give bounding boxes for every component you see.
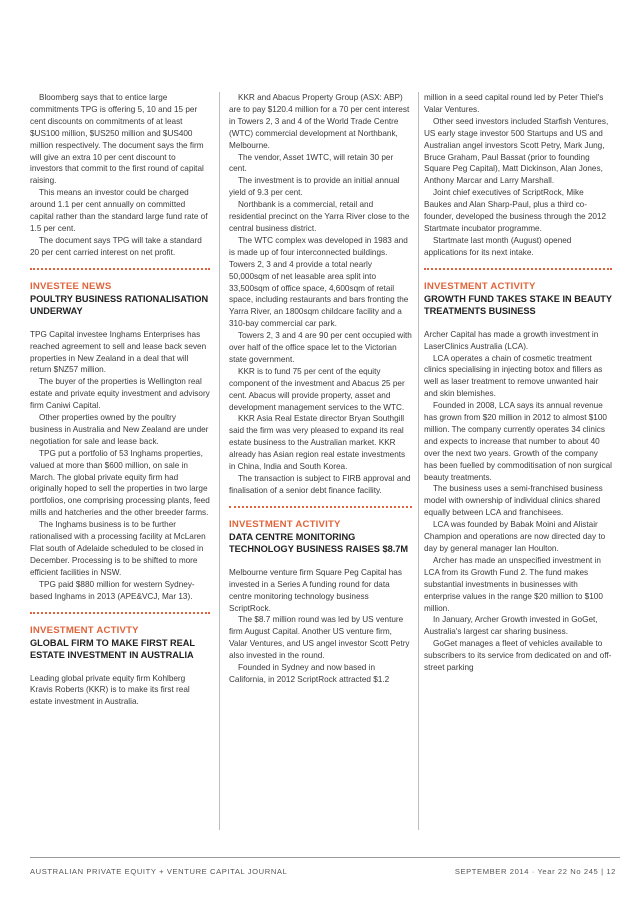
paragraph: This means an investor could be charged around 1.1 per cent annually on committed capital rather than the standard large fund rate of 1.5 per cent.	[30, 188, 208, 233]
section-kicker: INVESTEE NEWS	[30, 280, 112, 292]
paragraph: The Inghams business is to be further rationalised with a processing facility at McLaren Flat south of Adelaide scheduled to be closed in December. Processing is to be shifted to more efficient facilities in NSW.	[30, 520, 206, 577]
paragraph: Founded in Sydney and now based in California, in 2012 ScriptRock attracted $1.2	[229, 663, 390, 684]
paragraph: million in a seed capital round led by Peter Thiel's Valar Ventures.	[424, 93, 604, 114]
section-headline: DATA CENTRE MONITORING TECHNOLOGY BUSINESS RAISES $8.7M	[229, 531, 409, 554]
paragraph: Melbourne venture firm Square Peg Capital has invested in a Series A funding round for data centre monitoring technology business ScriptRock.	[229, 567, 402, 613]
paragraph: Other properties owned by the poultry business in Australia and New Zealand are under negotiation for sale and lease back.	[30, 413, 209, 446]
paragraph: LCA was founded by Babak Moini and Alistair Champion and operations are now directed day to day by general manager Ian Houlton.	[424, 520, 606, 553]
column-rule	[418, 92, 419, 830]
paragraph: Archer Capital has made a growth investment in LaserClinics Australia (LCA).	[424, 329, 599, 351]
section-kicker: INVESTMENT ACTIVITY	[229, 518, 341, 530]
paragraph: The buyer of the properties is Wellington real estate and private equity investment and advisory firm Caniwi Capital.	[30, 377, 210, 411]
paragraph: The investment is to provide an initial annual yield of 9.3 per cent.	[229, 176, 400, 198]
issue-and-page-number: SEPTEMBER 2014 · Year 22 No 245 | 12	[454, 867, 616, 876]
dotted-divider	[229, 506, 412, 508]
journal-name: AUSTRALIAN PRIVATE EQUITY + VENTURE CAPITAL JOURNAL	[30, 867, 288, 876]
paragraph: The WTC complex was developed in 1983 and is made up of four interconnected buildings. Towers 2, 3 and 4 provide a total nearly 50,000sqm of net leasable area split into 33,500sqm of office space, 4,600sqm of retail space, including restaurants and bars fronting the Yarra River, an 1800sqm childcare facility and a 310-bay commercial car park.	[229, 235, 409, 329]
paragraph: Founded in 2008, LCA says its annual revenue has grown from $20 million in 2012 to almost $100 million. The company currently operates 34 clinics and expects to increase that number to about 40 over the next two years. Growth of the company has been fuelled by commoditisation of non surgical beauty treatments.	[424, 401, 612, 482]
paragraph: Northbank is a commercial, retail and residential precinct on the Yarra River close to the central business district.	[229, 200, 410, 233]
dotted-divider	[30, 268, 210, 270]
paragraph: Towers 2, 3 and 4 are 90 per cent occupied with over half of the office space let to the Victorian state government.	[229, 331, 412, 364]
section-kicker: INVESTMENT ACTIVITY	[424, 280, 536, 292]
column-rule	[219, 92, 220, 830]
column-3	[424, 92, 612, 674]
dotted-divider	[30, 612, 210, 614]
paragraph: Archer has made an unspecified investment in LCA from its Growth Fund 2. The fund makes substantial investments in businesses with enterprise values in the range $20 million to $100 million.	[424, 555, 603, 613]
paragraph: KKR and Abacus Property Group (ASX: ABP) are to pay $120.4 million for a 70 per cent interest in Towers 2, 3 and 4 of the World Trade Centre (WTC) commercial development at Northbank, Melbourne.	[229, 93, 410, 150]
paragraph: The transaction is subject to FIRB approval and finalisation of a senior debt finance facility.	[229, 474, 411, 495]
paragraph: Startmate last month (August) opened applications for its next intake.	[424, 235, 572, 257]
column-1	[30, 92, 210, 708]
section-headline: GLOBAL FIRM TO MAKE FIRST REAL ESTATE INVESTMENT IN AUSTRALIA	[30, 637, 195, 660]
section-headline: GROWTH FUND TAKES STAKE IN BEAUTY TREATMENTS BUSINESS	[424, 293, 612, 316]
column-2	[229, 92, 412, 686]
paragraph: TPG put a portfolio of 53 Inghams properties, valued at more than $600 million, on sale in March. The global private equity firm had originally hoped to sell the properties in two large portfolios, one comprising processing plants, feed mills and hatcheries and the other breeder farms.	[30, 448, 210, 518]
paragraph: The document says TPG will take a standard 20 per cent carried interest on net profit.	[30, 235, 202, 257]
paragraph: Bloomberg says that to entice large commitments TPG is offering 5, 10 and 15 per cent discounts on commitments of at least $US100 million, $US250 million and $US400 million respectively. The document says the firm will give an extra 10 per cent discount to investors that commit to the first round of capital raising.	[30, 93, 204, 186]
paragraph: Joint chief executives of ScriptRock, Mike Baukes and Alan Sharp-Paul, plus a third co-founder, developed the business through the 2012 Startmate incubator programme.	[424, 188, 607, 233]
paragraph: TPG Capital investee Inghams Enterprises has reached agreement to sell and lease back seven properties in New Zealand in a deal that will return $NZ57 million.	[30, 329, 207, 375]
paragraph: The vendor, Asset 1WTC, will retain 30 per cent.	[229, 152, 394, 174]
paragraph: LCA operates a chain of cosmetic treatment clinics specialising in injecting botox and fillers as well as laser treatment to remove unwanted hair and skin blemishes.	[424, 353, 603, 399]
footer-rule	[30, 857, 620, 858]
paragraph: In January, Archer Growth invested in GoGet, Australia's largest car sharing business.	[424, 615, 598, 637]
paragraph: GoGet manages a fleet of vehicles available to subscribers to its service from dedicated on and off-street parking	[424, 639, 612, 673]
paragraph: KKR Asia Real Estate director Bryan Southgill said the firm was very pleased to expand its real estate business to the Australian market. KKR already has Asian region real estate investments in China, India and South Korea.	[229, 414, 406, 472]
paragraph: Leading global private equity firm Kohlberg Kravis Roberts (KKR) is to make its first real estate investment in Australia.	[30, 673, 190, 707]
paragraph: The business uses a semi-franchised business model with ownership of individual clinics shared equally between LCA and franchisees.	[424, 484, 603, 518]
paragraph: The $8.7 million round was led by US venture firm August Capital. Another US venture firm, Valar Ventures, and US angel investor Scott Petry also invested in the round.	[229, 615, 410, 661]
dotted-divider	[424, 268, 612, 270]
paragraph: TPG paid $880 million for western Sydney-based Inghams in 2013 (APE&VCJ, Mar 13).	[30, 579, 195, 601]
section-headline: POULTRY BUSINESS RATIONALISATION UNDERWAY	[30, 293, 209, 316]
paragraph: KKR is to fund 75 per cent of the equity component of the investment and Abacus 25 per cent. Abacus will provide property, asset and development management services to the WTC.	[229, 366, 405, 412]
paragraph: Other seed investors included Starfish Ventures, US early stage investor 500 Startups and US and Australian angel investors Scott Petry, Mark Jung, Bruce Graham, Paul Bassat (prior to founding Square Peg Capital), Matt Dickinson, Alan Jones, Anthony Marcar and Larry Marshall.	[424, 116, 609, 186]
section-kicker: INVESTMENT ACTIVTY	[30, 624, 139, 636]
